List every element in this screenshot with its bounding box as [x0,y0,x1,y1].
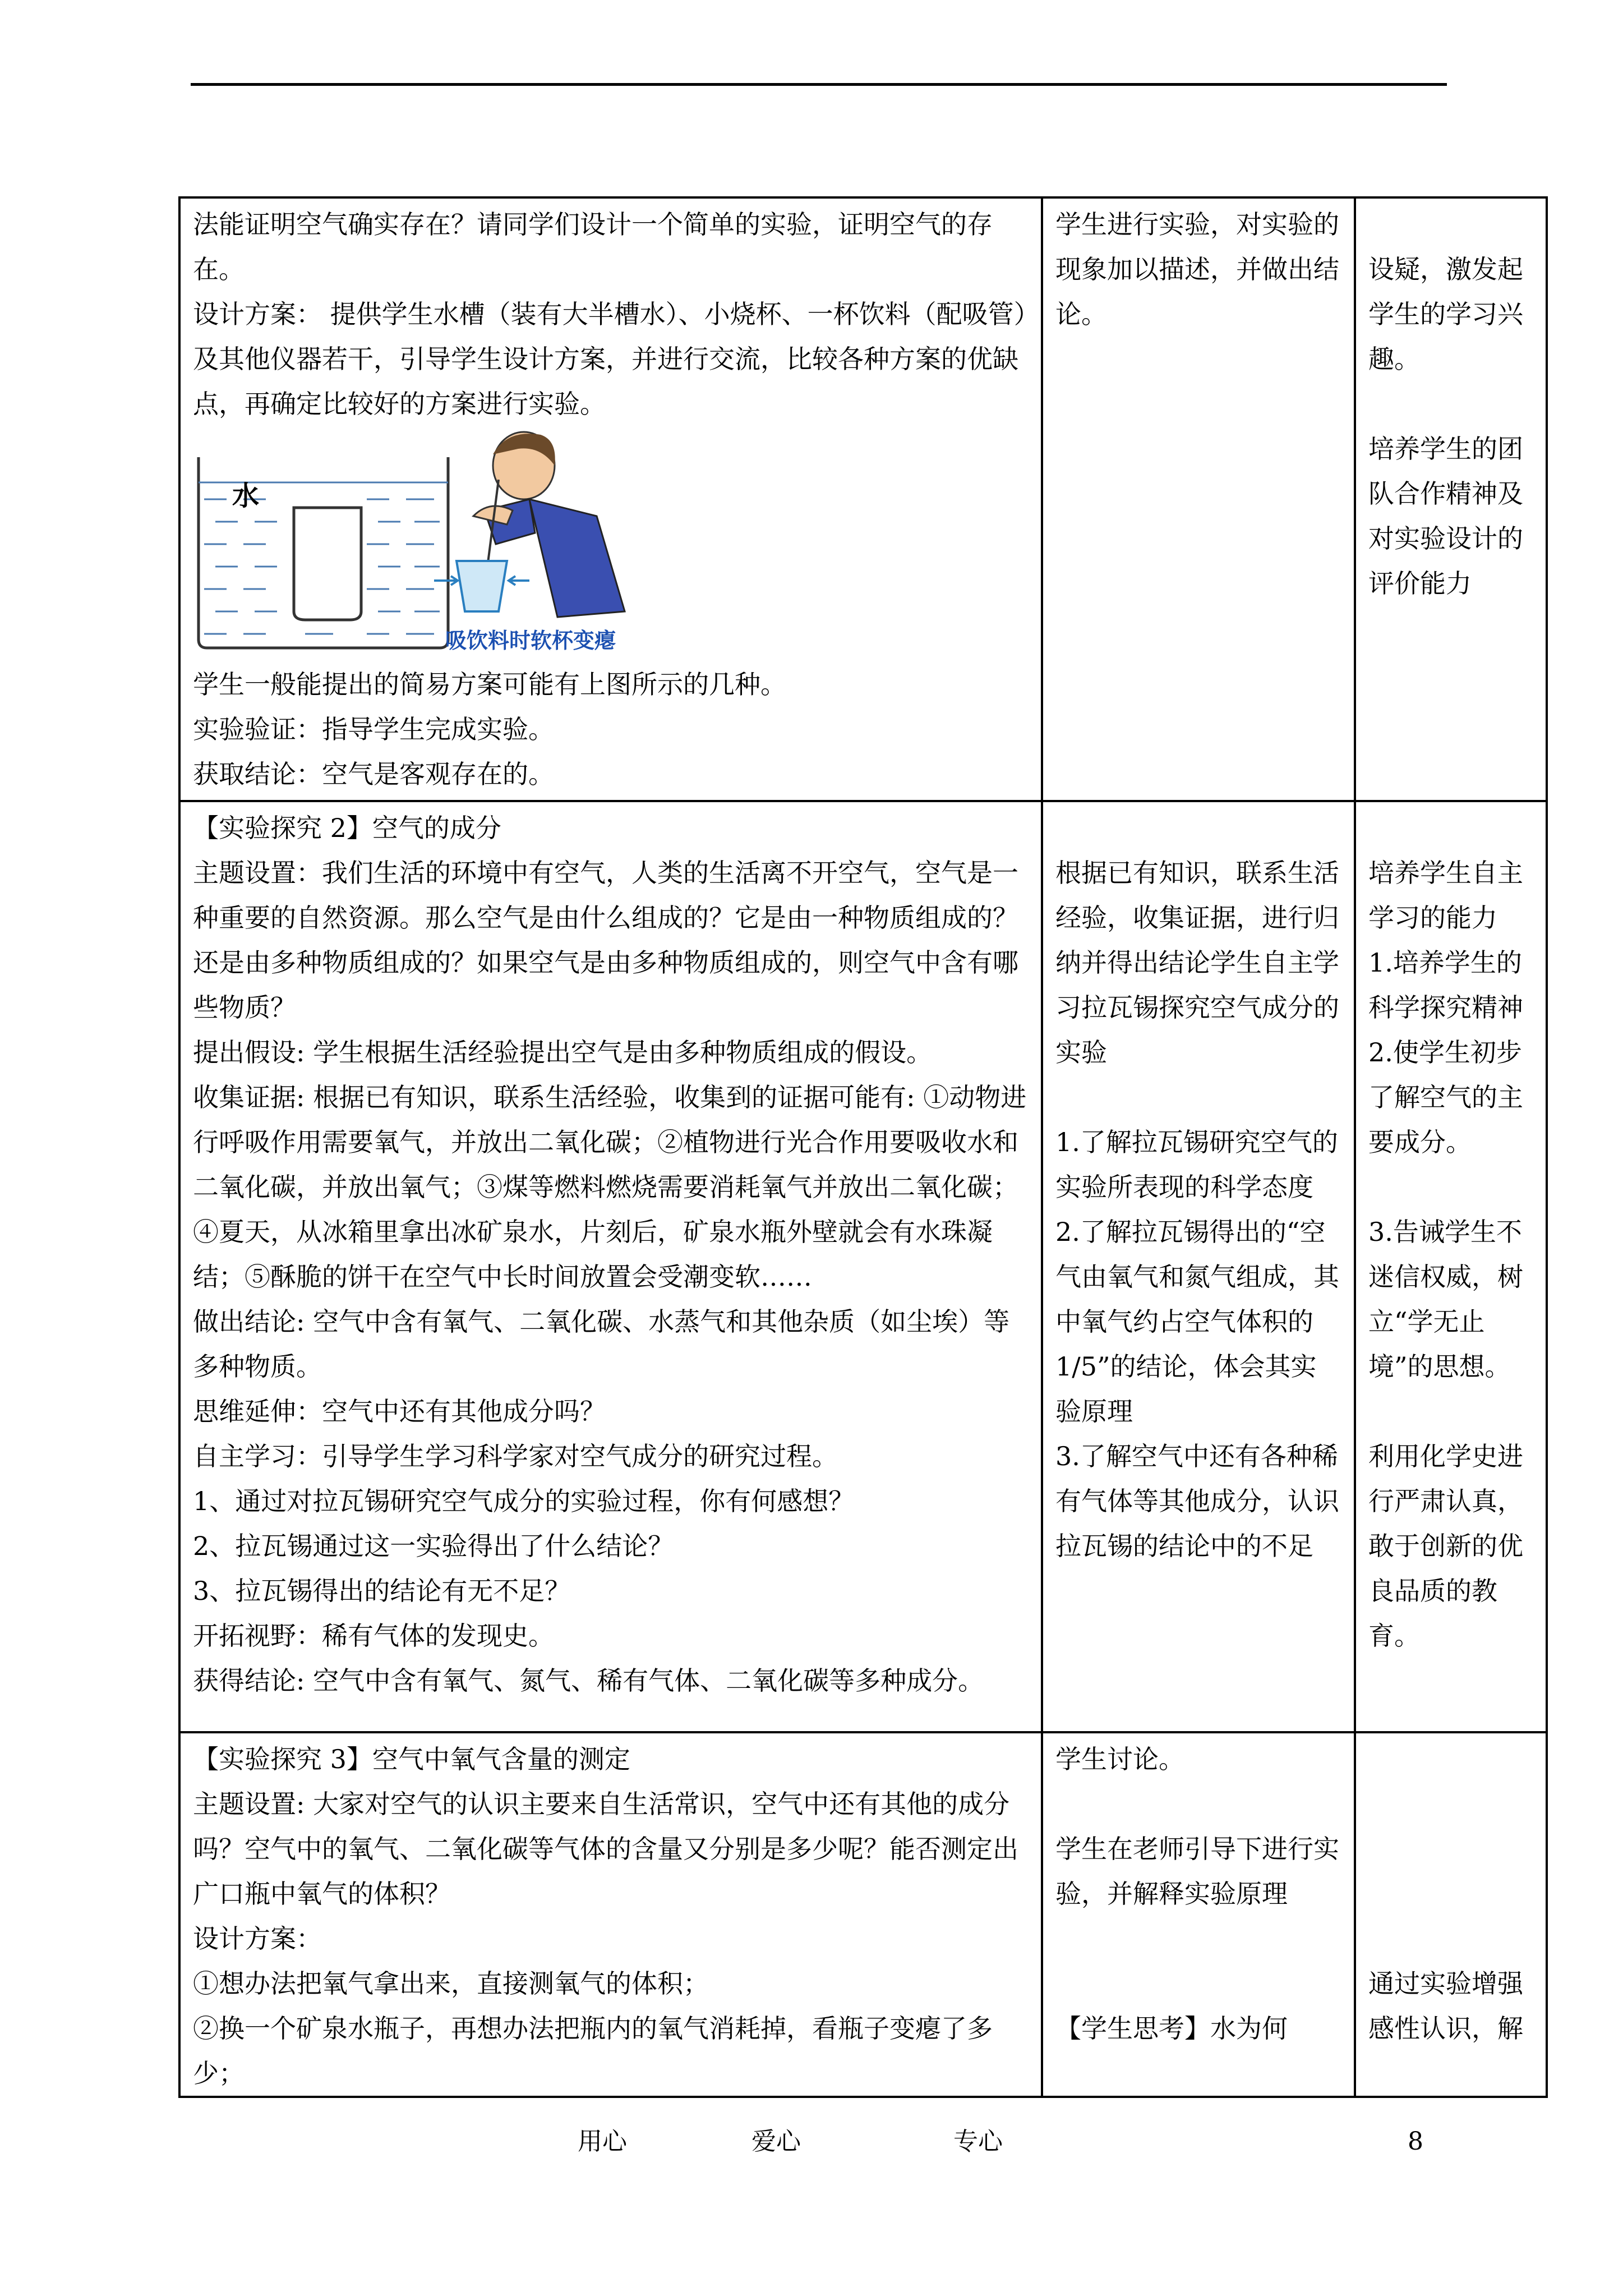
paragraph: 提出假设: 学生根据生活经验提出空气是由多种物质组成的假设。 [193,1037,933,1068]
table-row [179,197,1547,801]
header-rule [191,83,1447,86]
paragraph: 1、通过对拉瓦锡研究空气成分的实验过程，你有何感想？ [193,1486,855,1516]
person-drinking-icon [434,432,625,617]
paragraph: 实验验证：指导学生完成实验。 [193,714,554,744]
paragraph: ②换一个矿泉水瓶子，再想办法把瓶内的氧气消耗掉，看瓶子变瘪了多少； [193,2013,993,2088]
teaching-process-cell [179,197,1042,801]
paragraph: 3.告诫学生不迷信权威，树立“学无止境”的思想。 [1368,1217,1523,1382]
paragraph: 法能证明空气确实存在？请同学们设计一个简单的实验，证明空气的存在。 [193,209,993,284]
table-row [179,1732,1547,2097]
paragraph: 2.使学生初步了解空气的主要成分。 [1368,1037,1523,1157]
paragraph: ①想办法把氧气拿出来，直接测氧气的体积； [193,1968,709,1999]
footer-text: 爱心 [751,2127,801,2156]
paragraph: 获取结论：空气是客观存在的。 [193,759,554,789]
paragraph: 通过实验增强感性认识，解 [1368,1968,1523,2044]
paragraph: 学生进行实验，对实验的现象加以描述，并做出结论。 [1055,209,1339,329]
paragraph: 设计方案： [193,1924,322,1954]
paragraph: 做出结论: 空气中含有氧气、二氧化碳、水蒸气和其他杂质（如尘埃）等多种物质。 [193,1306,1010,1382]
paragraph: 【学生思考】水为何 [1055,2013,1288,2044]
paragraph: 设计方案： 提供学生水槽（装有大半槽水）、小烧杯、一杯饮料（配吸管）及其他仪器若干，引导学生设计方案，并进行交流，比较各种方案的优缺点，再确定比较好的方案进行实验。 [193,299,1027,419]
section-heading: 【实验探究 3】空气中氧气含量的测定 [193,1744,630,1774]
paragraph: 利用化学史进行严肃认真，敢于创新的优良品质的教育。 [1368,1441,1523,1651]
student-activity-cell [1042,1732,1355,2097]
paragraph: 3、拉瓦锡得出的结论有无不足？ [193,1576,571,1606]
paragraph: 获得结论: 空气中含有氧气、氮气、稀有气体、二氧化碳等多种成分。 [193,1665,984,1696]
footer-text: 专心 [953,2127,1003,2156]
section-heading: 【实验探究 2】空气的成分 [193,813,501,843]
paragraph: 学生在老师引导下进行实验，并解释实验原理 [1055,1834,1339,1909]
paragraph: 1.了解拉瓦锡研究空气的实验所表现的科学态度 [1055,1127,1338,1202]
paragraph: 设疑，激发起学生的学习兴趣。 [1368,254,1523,374]
paragraph: 开拓视野：稀有气体的发现史。 [193,1621,554,1651]
paragraph: 培养学生自主学习的能力 [1368,858,1523,933]
paragraph: 1.培养学生的科学探究精神 [1368,947,1523,1023]
design-intent-cell [1355,1732,1547,2097]
paragraph: 自主学习：引导学生学习科学家对空气成分的研究过程。 [193,1441,838,1471]
paragraph: 根据已有知识，联系生活经验，收集证据，进行归纳并得出结论学生自主学习拉瓦锡探究空气成分的实验 [1055,858,1339,1068]
student-activity-cell [1042,197,1355,801]
paragraph: 主题设置: 大家对空气的认识主要来自生活常识，空气中还有其他的成分吗？空气中的氧气、二氧化碳等气体的含量又分别是多少呢？能否测定出广口瓶中氧气的体积？ [193,1789,1018,1909]
paragraph: 3.了解空气中还有各种稀有气体等其他成分，认识拉瓦锡的结论中的不足 [1055,1441,1339,1561]
teaching-process-cell [179,1732,1042,2097]
design-intent-cell [1355,801,1547,1732]
teaching-process-cell [179,801,1042,1732]
design-intent-cell [1355,197,1547,801]
paragraph: 2.了解拉瓦锡得出的“空气由氧气和氮气组成，其中氧气约占空气体积的 1/5”的结论，体会其实验原理 [1055,1217,1339,1427]
table-row [179,801,1547,1732]
paragraph: 学生一般能提出的简易方案可能有上图所示的几种。 [193,669,786,700]
paragraph: 收集证据: 根据已有知识，联系生活经验，收集到的证据可能有: ①动物进行呼吸作用需要氧气，并放出二氧化碳；②植物进行光合作用要吸收水和二氧化碳，并放出氧气；③煤等燃料燃烧需要消耗氧气并放出二氧化碳；④夏天，从冰箱里拿出冰矿泉水，片刻后，矿泉水瓶外壁就会有水珠凝结；⑤酥脆的饼干在空气中长时间放置会受潮变软…… [193,1082,1027,1292]
page-number: 8 [1408,2127,1423,2156]
paragraph: 思维延伸：空气中还有其他成分吗？ [193,1396,606,1427]
student-activity-cell [1042,801,1355,1732]
footer-text: 用心 [578,2127,627,2156]
experiment-illustration [193,426,653,662]
water-tank-icon [199,457,448,648]
figure-caption: 吸饮料时软杯变瘪 [445,628,616,653]
paragraph: 培养学生的团队合作精神及对实验设计的评价能力 [1368,434,1523,599]
paragraph: 主题设置：我们生活的环境中有空气，人类的生活离不开空气，空气是一种重要的自然资源。那么空气是由什么组成的？它是由一种物质组成的？还是由多种物质组成的？如果空气是由多种物质组成的，则空气中含有哪些物质？ [193,858,1018,1023]
paragraph: 学生讨论。 [1055,1744,1184,1774]
lesson-plan-table [178,196,1548,2098]
tank-label: 水 [232,480,260,512]
paragraph: 2、拉瓦锡通过这一实验得出了什么结论？ [193,1531,674,1561]
experiment-figure [193,426,1029,662]
